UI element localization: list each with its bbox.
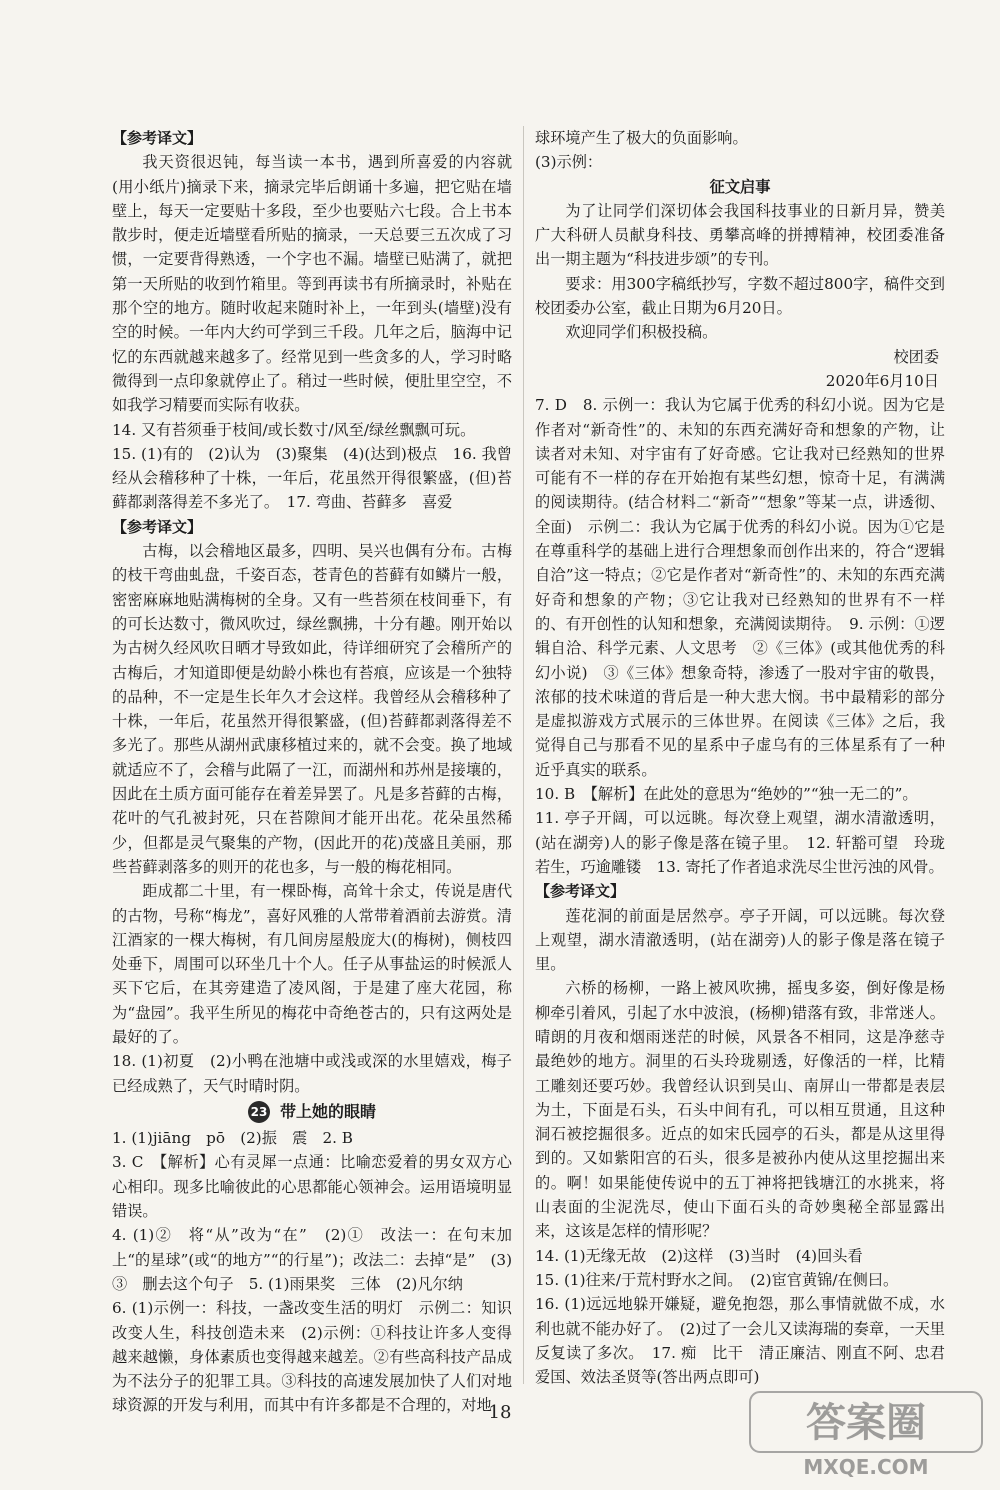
watermark-title: 答案圈	[806, 1400, 926, 1446]
answer-item: 3. C 【解析】心有灵犀一点通：比喻恋爱着的男女双方心心相印。现多比喻彼此的心思都能心领神会。运用语境明显错误。	[112, 1153, 512, 1221]
answer-item: 10. B 【解析】在此处的意思为“绝妙的”“独一无二的”。	[535, 785, 918, 804]
answer-item: 11. 亭子开阔，可以远眺。每次登上观望，湖水清澈透明，(站在湖旁)人的影子像是落在镜子里。 12. 轩豁可望 玲珑若生，巧逾雕镂 13. 寄托了作者追求洗尽尘世污浊的风骨。	[535, 809, 945, 876]
watermark-url: MXQE.COM	[803, 1455, 929, 1479]
watermark-logo	[748, 1388, 984, 1480]
paragraph: 我天资很迟钝，每当读一本书，遇到所喜爱的内容就(用小纸片)摘录下来，摘录完毕后朗诵十多遍，把它贴在墙壁上，每天一定要贴十多段，至少也要贴六七段。合上书本散步时，便走近墙壁看所贴的摘录，一天总要三五次成了习惯，一定要背得熟透，一个字也不漏。墙壁已贴满了，就把第一天所贴的收到竹箱里。等到再读书有所摘录时，补贴在那个空的地方。随时收起来随时补上，一年到头(墙壁)没有空的时候。一年内大约可学到三千段。几年之后，脑海中记忆的东西就越来越多了。经常见到一些贪多的人，学习时略微得到一点印象就停止了。稍过一些时候，便肚里空空，不如我学习精要而实际有收获。	[112, 153, 512, 415]
answer-item: 14. (1)无缘无故 (2)这样 (3)当时 (4)回头看	[535, 1246, 863, 1265]
page-number: 18	[488, 1402, 512, 1423]
notice-date: 2020年6月10日	[825, 371, 939, 390]
answer-item: 15. (1)有的 (2)认为 (3)聚集 (4)(达到)极点 16. 我曾经从会稽移种了十株，一年后，花虽然开得很繁盛，(但)苔藓都剥落得差不多光了。 17. 弯曲、苔藓多 喜爱	[112, 444, 512, 512]
answer-item: (3)示例：	[535, 153, 603, 172]
section-number-badge: 23	[248, 1101, 270, 1123]
answer-item: 18. (1)初夏 (2)小鸭在池塘中或浅或深的水里嬉戏，梅子已经成熟了，天气时晴时阴。	[112, 1052, 512, 1095]
section-heading	[112, 1100, 512, 1124]
notice-title: 征文启事	[709, 177, 771, 196]
notice-body: 要求：用300字稿纸抄写，字数不超过800字，稿件交到校团委办公室，截止日期为6月20日。	[535, 274, 945, 318]
answer-item: 14. 又有苔须垂于枝间/或长数寸/风至/绿丝飘飘可玩。	[112, 420, 476, 439]
answer-item: 4. (1)② 将“从”改为“在” (2)① 改法一：在句末加上“的星球”(或“的地方”“的行星”)；改法二：去掉“是” (3)③ 删去这个句子 5. (1)雨果奖 三体 (2)凡尔纳	[112, 1226, 512, 1293]
notice-body: 为了让同学们深切体会我国科技事业的日新月异，赞美广大科研人员献身科技、勇攀高峰的拼搏精神，校团委准备出一期主题为“科技进步颂”的专刊。	[535, 201, 945, 269]
paragraph: 古梅，以会稽地区最多，四明、吴兴也偶有分布。古梅的枝干弯曲虬盘，千姿百态，苍青色的苔藓有如鳞片一般，密密麻麻地贴满梅树的全身。又有一些苔须在枝间垂下，有的可长达数寸，微风吹过，绿丝飘拂，十分有趣。刚开始以为古树久经风吹日晒才导致如此，待详细研究了会稽所产的古梅后，才知道即便是幼龄小株也有苔痕，应该是一个独特的品种，不一定是生长年久才会这样。我曾经从会稽移种了十株，一年后，花虽然开得很繁盛，(但)苔藓都剥落得差不多光了。那些从湖州武康移植过来的，就不会变。换了地域就适应不了，会稽与此隔了一江，而湖州和苏州是接壤的，因此在土质方面可能存在着差异罢了。凡是多苔藓的古梅，花叶的气孔被封死，只在苔隙间才能开出花。花朵虽然稀少，但都是灵气聚集的产物，(因此开的花)茂盛且美丽，那些苔藓剥落多的则开的花也多，与一般的梅花相同。	[112, 542, 512, 876]
answer-item: 15. (1)往来/于荒村野水之间。 (2)宦官黄锦/在侧曰。	[535, 1270, 899, 1289]
column-divider	[523, 126, 524, 1384]
notice-signature: 校团委	[893, 347, 939, 366]
answer-item: 球环境产生了极大的负面影响。	[535, 129, 748, 147]
right-column	[535, 126, 945, 1389]
answer-item: 16. (1)远远地躲开嫌疑，避免抱怨，那么事情就做不成，水利也就不能办好了。 (2)过了一会儿又读海瑞的奏章，一天里反复读了多次。 17. 痴 比干 清正廉洁、刚直不阿、忠君爱国、效法圣贤等(答出两点即可)	[535, 1295, 945, 1387]
reference-translation-heading: 【参考译文】	[112, 517, 203, 536]
left-column	[112, 126, 512, 1418]
paragraph: 莲花洞的前面是居然亭。亭子开阔，可以远眺。每次登上观望，湖水清澈透明，(站在湖旁)人的影子像是落在镜子里。	[535, 906, 945, 974]
notice-body: 欢迎同学们积极投稿。	[565, 323, 718, 342]
paragraph: 距成都二十里，有一棵卧梅，高耸十余丈，传说是唐代的古物，号称“梅龙”，喜好风雅的人常带着酒前去游赏。清江酒家的一棵大梅树，有几间房屋般庞大(的梅树)，侧枝四处垂下，周围可以环坐几十个人。任子从事盐运的时候派人买下它后，在其旁建造了凌风阁，于是建了座大花园，称为“盘园”。我平生所见的梅花中奇绝苍古的，只有这两处是最好的了。	[112, 882, 512, 1046]
paragraph: 六桥的杨柳，一路上被风吹拂，摇曳多姿，倒好像是杨柳牵引着风，引起了水中波浪，(杨柳)错落有致，非常迷人。晴朗的月夜和烟雨迷茫的时候，风景各不相同，这是净慈寺最绝妙的地方。洞里的石头玲珑剔透，好像活的一样，比精工雕刻还要巧妙。我曾经认识到吴山、南屏山一带都是表层为土，下面是石头，石头中间有孔，可以相互贯通，且这种洞石被挖掘很多。近点的如宋氏园亭的石头，都是从这里得到的。又如紫阳宫的石头，很多是被孙内使从这里挖掘出来的。啊！如果能使传说中的五丁神将把钱塘江的水挑来，将山表面的尘泥洗尽，使山下面石头的奇妙奥秘全部显露出来，这该是怎样的情形呢？	[535, 979, 945, 1241]
answer-item: 7. D 8. 示例一：我认为它属于优秀的科幻小说。因为它是作者对“新奇性”的、未知的东西充满好奇和想象的产物，让读者对未知、对宇宙有了好奇感。它让我对已经熟知的世界可能有不一样的存在开始抱有某些幻想，惊奇十足，有满满的阅读期待。(结合材料二“新奇”“想象”等某一点，讲透彻、全面) 示例二：我认为它属于优秀的科幻小说。因为①它是在尊重科学的基础上进行合理想象而创作出来的，符合“逻辑自洽”这一特点；②它是作者对“新奇性”的、未知的东西充满好奇和想象的产物；③它让我对已经熟知的世界有不一样的、有开创性的认知和想象，充满阅读期待。 9. 示例：①逻辑自洽、科学元素、人文思考 ②《三体》(或其他优秀的科幻小说) ③《三体》想象奇特，渗透了一股对宇宙的敬畏，浓郁的技术味道的背后是一种大悲大悯。书中最精彩的部分是虚拟游戏方式展示的三体世界。在阅读《三体》之后，我觉得自己与那看不见的星系中子虚乌有的三体星系有了一种近乎真实的联系。	[535, 396, 945, 779]
reference-translation-heading: 【参考译文】	[535, 882, 626, 901]
answer-item: 1. (1)jiāng pō (2)振 震 2. B	[112, 1129, 353, 1148]
answer-item: 6. (1)示例一：科技，一盏改变生活的明灯 示例二：知识改变人生，科技创造未来 (2)示例：①科技让许多人变得越来越懒，身体素质也变得越来越差。②有些高科技产品成为不法分子的犯罪工具。③科技的高速发展加快了人们对地球资源的开发与利用，而其中有许多都是不合理的，对地	[112, 1299, 512, 1415]
section-title: 带上她的眼睛	[279, 1101, 376, 1121]
reference-translation-heading: 【参考译文】	[112, 129, 203, 147]
